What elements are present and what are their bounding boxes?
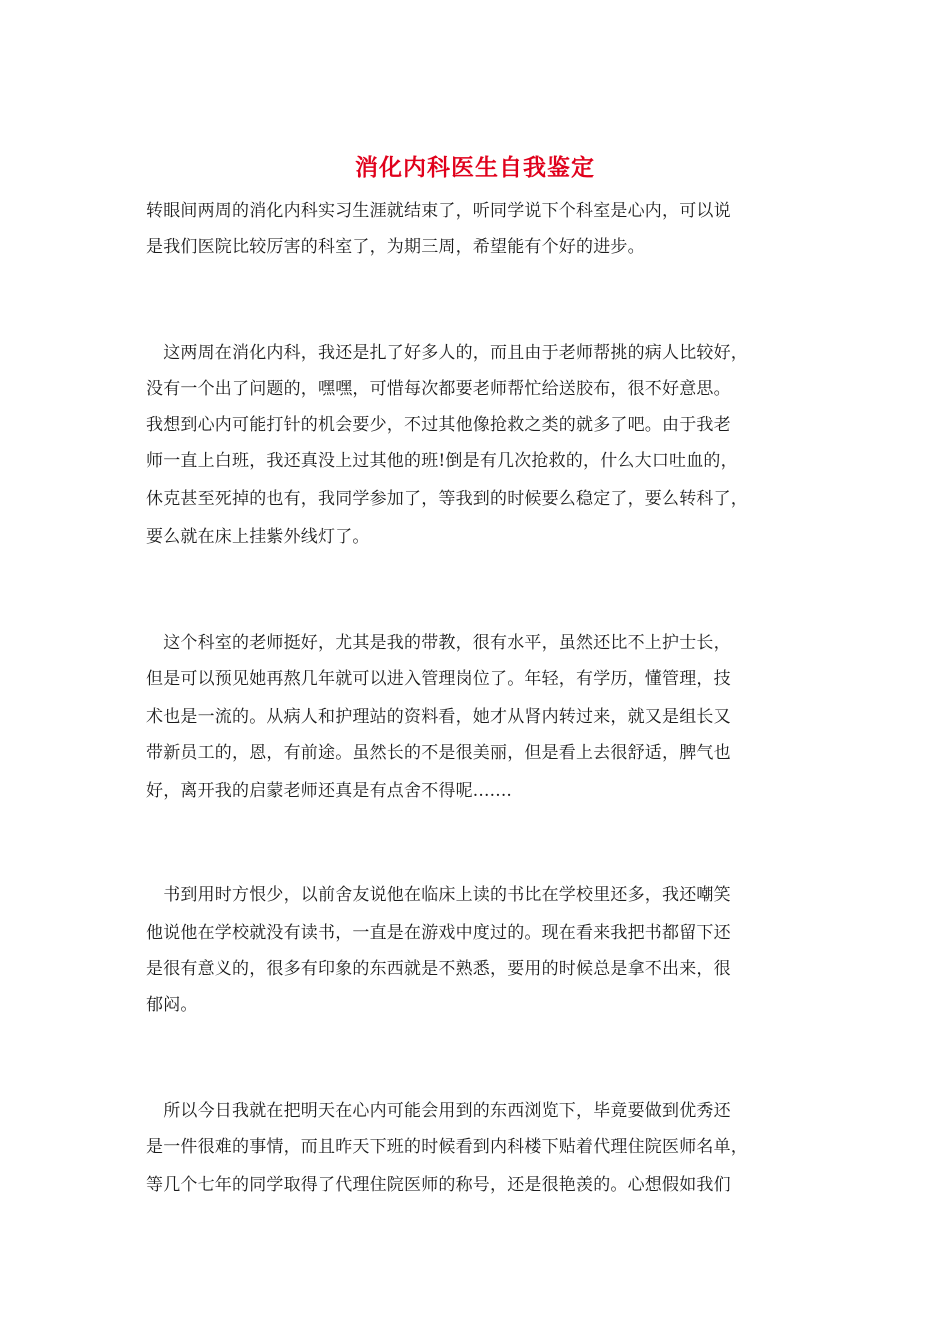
paragraph-3-line-3: 术也是一流的。从病人和护理站的资料看，她才从肾内转过来，就又是组长又: [146, 707, 731, 727]
paragraph-1-line-2: 是我们医院比较厉害的科室了，为期三周，希望能有个好的进步。: [146, 237, 645, 257]
paragraph-2-line-6: 要么就在床上挂紫外线灯了。: [146, 527, 370, 547]
paragraph-3-line-2: 但是可以预见她再熬几年就可以进入管理岗位了。年轻，有学历，懂管理，技: [146, 669, 731, 689]
paragraph-2-line-4: 师一直上白班，我还真没上过其他的班!倒是有几次抢救的，什么大口吐血的，: [146, 451, 738, 471]
paragraph-4-line-3: 是很有意义的，很多有印象的东西就是不熟悉，要用的时候总是拿不出来，很: [146, 959, 731, 979]
paragraph-5-line-2: 是一件很难的事情，而且昨天下班的时候看到内科楼下贴着代理住院医师名单，: [146, 1137, 748, 1157]
paragraph-2-line-3: 我想到心内可能打针的机会要少，不过其他像抢救之类的就多了吧。由于我老: [146, 415, 731, 435]
paragraph-2-line-2: 没有一个出了问题的，嘿嘿，可惜每次都要老师帮忙给送胶布，很不好意思。: [146, 379, 731, 399]
paragraph-2-line-1: 这两周在消化内科，我还是扎了好多人的，而且由于老师帮挑的病人比较好，: [146, 343, 748, 363]
paragraph-3-line-1: 这个科室的老师挺好，尤其是我的带教，很有水平，虽然还比不上护士长，: [146, 633, 731, 653]
paragraph-1-line-1: 转眼间两周的消化内科实习生涯就结束了，听同学说下个科室是心内，可以说: [146, 201, 731, 221]
paragraph-4-line-1: 书到用时方恨少，以前舍友说他在临床上读的书比在学校里还多，我还嘲笑: [146, 885, 731, 905]
paragraph-3-line-5: 好，离开我的启蒙老师还真是有点舍不得呢.......: [146, 781, 513, 801]
paragraph-4-line-2: 他说他在学校就没有读书，一直是在游戏中度过的。现在看来我把书都留下还: [146, 923, 731, 943]
paragraph-2-line-5: 休克甚至死掉的也有，我同学参加了，等我到的时候要么稳定了，要么转科了，: [146, 489, 748, 509]
paragraph-4-line-4: 郁闷。: [146, 995, 198, 1015]
paragraph-5-line-1: 所以今日我就在把明天在心内可能会用到的东西浏览下，毕竟要做到优秀还: [146, 1101, 731, 1121]
document-title: 消化内科医生自我鉴定: [355, 154, 595, 181]
paragraph-5-line-3: 等几个七年的同学取得了代理住院医师的称号，还是很艳羡的。心想假如我们: [146, 1175, 731, 1195]
paragraph-3-line-4: 带新员工的，恩，有前途。虽然长的不是很美丽，但是看上去很舒适，脾气也: [146, 743, 731, 763]
